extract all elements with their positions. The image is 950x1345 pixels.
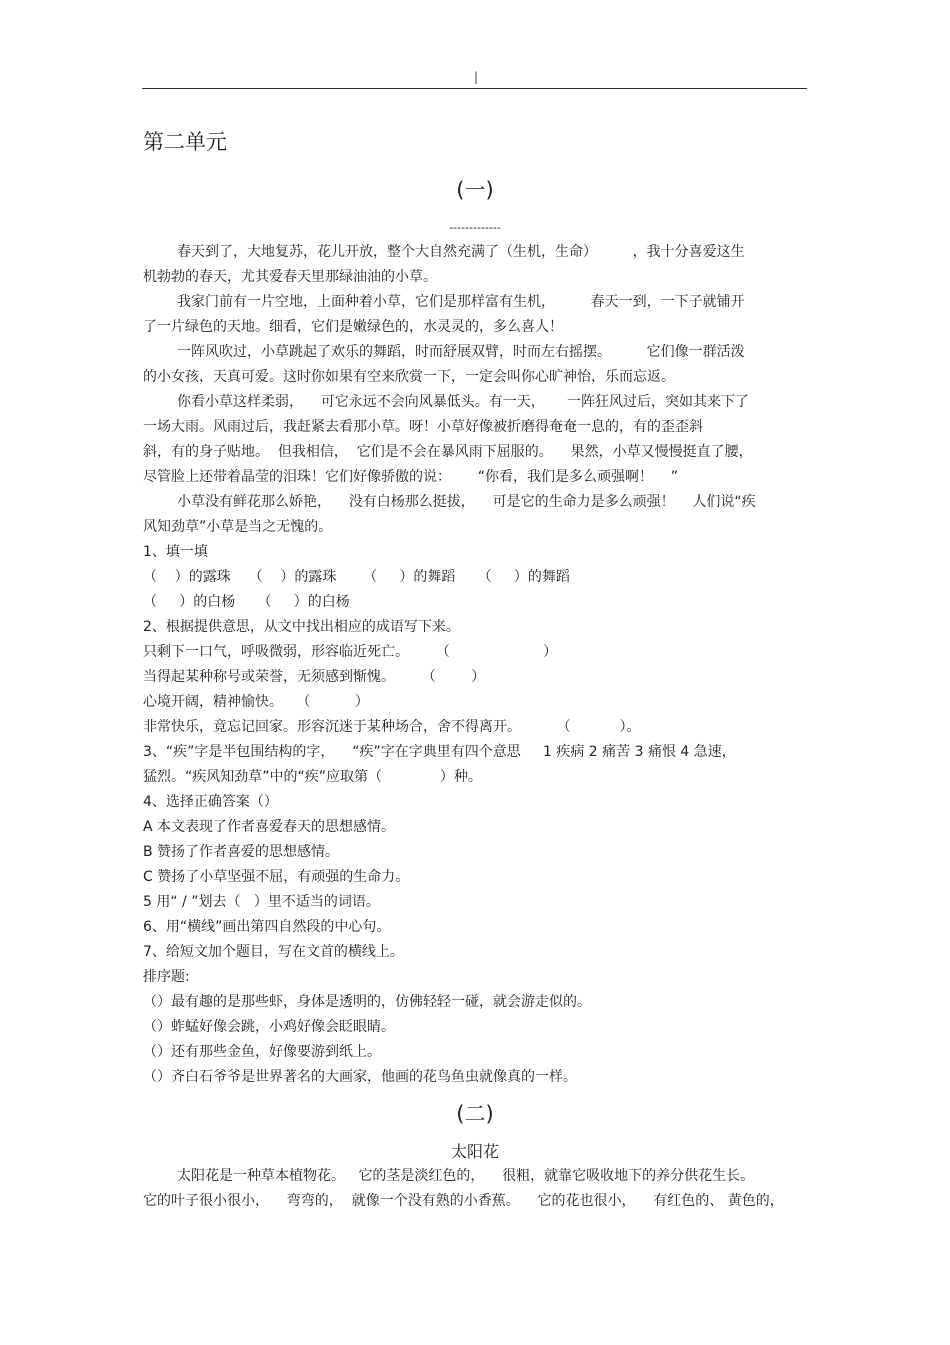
section-2-title: (二) — [456, 1102, 494, 1126]
text-line: 当得起某种称号或荣誉，无须感到惭愧。 （ ） — [143, 669, 486, 685]
text-line: C 赞扬了小草坚强不屈，有顽强的生命力。 — [143, 869, 410, 885]
text-line: 1、填一填 — [143, 544, 208, 560]
text-line: 了一片绿色的天地。细看，它们是嫩绿色的，水灵灵的，多么喜人！ — [143, 319, 563, 335]
text-line: （ ）的白杨 （ ）的白杨 — [143, 594, 350, 610]
unit-title: 第二单元 — [143, 130, 227, 154]
section-1-title: (一) — [456, 178, 494, 202]
text-line: （）齐白石爷爷是世界著名的大画家，他画的花鸟鱼虫就像真的一样。 — [143, 1069, 577, 1085]
text-line: B 赞扬了作者喜爱的思想感情。 — [143, 844, 340, 860]
text-line: 它的叶子很小很小， 弯弯的， 就像一个没有熟的小香蕉。 它的花也很小， 有红色的、 黄色的， — [143, 1193, 784, 1209]
text-line: 机勃勃的春天，尤其爱春天里那绿油油的小草。 — [143, 269, 437, 285]
text-line: 非常快乐，竟忘记回家。形容沉迷于某种场合，舍不得离开。 （ ）。 — [143, 719, 641, 735]
text-line: 3、“疾”字是半包围结构的字， “疾”字在字典里有四个意思 1 疾病 2 痛苦 3 痛恨 4 急速， — [143, 744, 736, 760]
text-line: （）蚱蜢好像会跳，小鸡好像会眨眼睛。 — [143, 1019, 395, 1035]
text-line: 一场大雨。风雨过后，我赶紧去看那小草。呀！小草好像被折磨得奄奄一息的，有的歪歪斜 — [143, 419, 703, 435]
text-line: 小草没有鲜花那么娇艳， 没有白杨那么挺拔， 可是它的生命力是多么顽强！ 人们说“疾 — [177, 494, 756, 510]
text-line: 2、根据提供意思，从文中找出相应的成语写下来。 — [143, 619, 460, 635]
text-line: （）最有趣的是那些虾，身体是透明的，仿佛轻轻一碰，就会游走似的。 — [143, 994, 591, 1010]
text-line: 一阵风吹过，小草跳起了欢乐的舞蹈，时而舒展双臂，时而左右摇摆。 它们像一群活泼 — [177, 344, 745, 360]
text-line: 风知劲草”小草是当之无愧的。 — [143, 519, 333, 535]
section-2-body — [143, 1164, 808, 1214]
text-line: 斜，有的身子贴地。 但我相信， 它们是不会在暴风雨下屈服的。 果然，小草又慢慢挺直了腰， — [143, 444, 753, 460]
title-blank-line: ------------- — [449, 221, 501, 234]
header-rule — [142, 88, 807, 89]
text-line: 猛烈。“疾风知劲草”中的“疾”应取第（ ）种。 — [143, 769, 482, 785]
text-line: A 本文表现了作者喜爱春天的思想感情。 — [143, 819, 396, 835]
header-mark: | — [474, 70, 479, 84]
text-line: 的小女孩，天真可爱。这时你如果有空来欣赏一下，一定会叫你心旷神怡，乐而忘返。 — [143, 369, 675, 385]
text-line: 你看小草这样柔弱， 可它永远不会向风暴低头。有一天， 一阵狂风过后，突如其来下了 — [177, 394, 750, 410]
story-title: 太阳花 — [450, 1142, 499, 1161]
text-line: 5 用“ / ”划去（ ）里不适当的词语。 — [143, 894, 380, 910]
text-line: 排序题: — [143, 969, 190, 985]
section-1-body — [143, 240, 808, 1090]
text-line: 4、选择正确答案（） — [143, 794, 278, 810]
text-line: 春天到了，大地复苏，花儿开放，整个大自然充满了（生机，生命） ，我十分喜爱这生 — [177, 244, 745, 260]
text-line: 只剩下一口气，呼吸微弱，形容临近死亡。 （ ） — [143, 644, 558, 660]
text-line: 6、用“横线”画出第四自然段的中心句。 — [143, 919, 391, 935]
text-line: 尽管脸上还带着晶莹的泪珠！它们好像骄傲的说： “你看，我们是多么顽强啊！ ” — [143, 469, 679, 485]
text-line: 心境开阔，精神愉快。 （ ） — [143, 694, 369, 710]
text-line: （）还有那些金鱼，好像要游到纸上。 — [143, 1044, 381, 1060]
text-line: （ ）的露珠 （ ）的露珠 （ ）的舞蹈 （ ）的舞蹈 — [143, 569, 570, 585]
text-line: 我家门前有一片空地，上面种着小草，它们是那样富有生机， 春天一到，一下子就铺开 — [177, 294, 745, 310]
text-line: 7、给短文加个题目，写在文首的横线上。 — [143, 944, 404, 960]
text-line: 太阳花是一种草本植物花。 它的茎是淡红色的， 很粗，就靠它吸收地下的养分供花生长。 — [177, 1168, 755, 1184]
